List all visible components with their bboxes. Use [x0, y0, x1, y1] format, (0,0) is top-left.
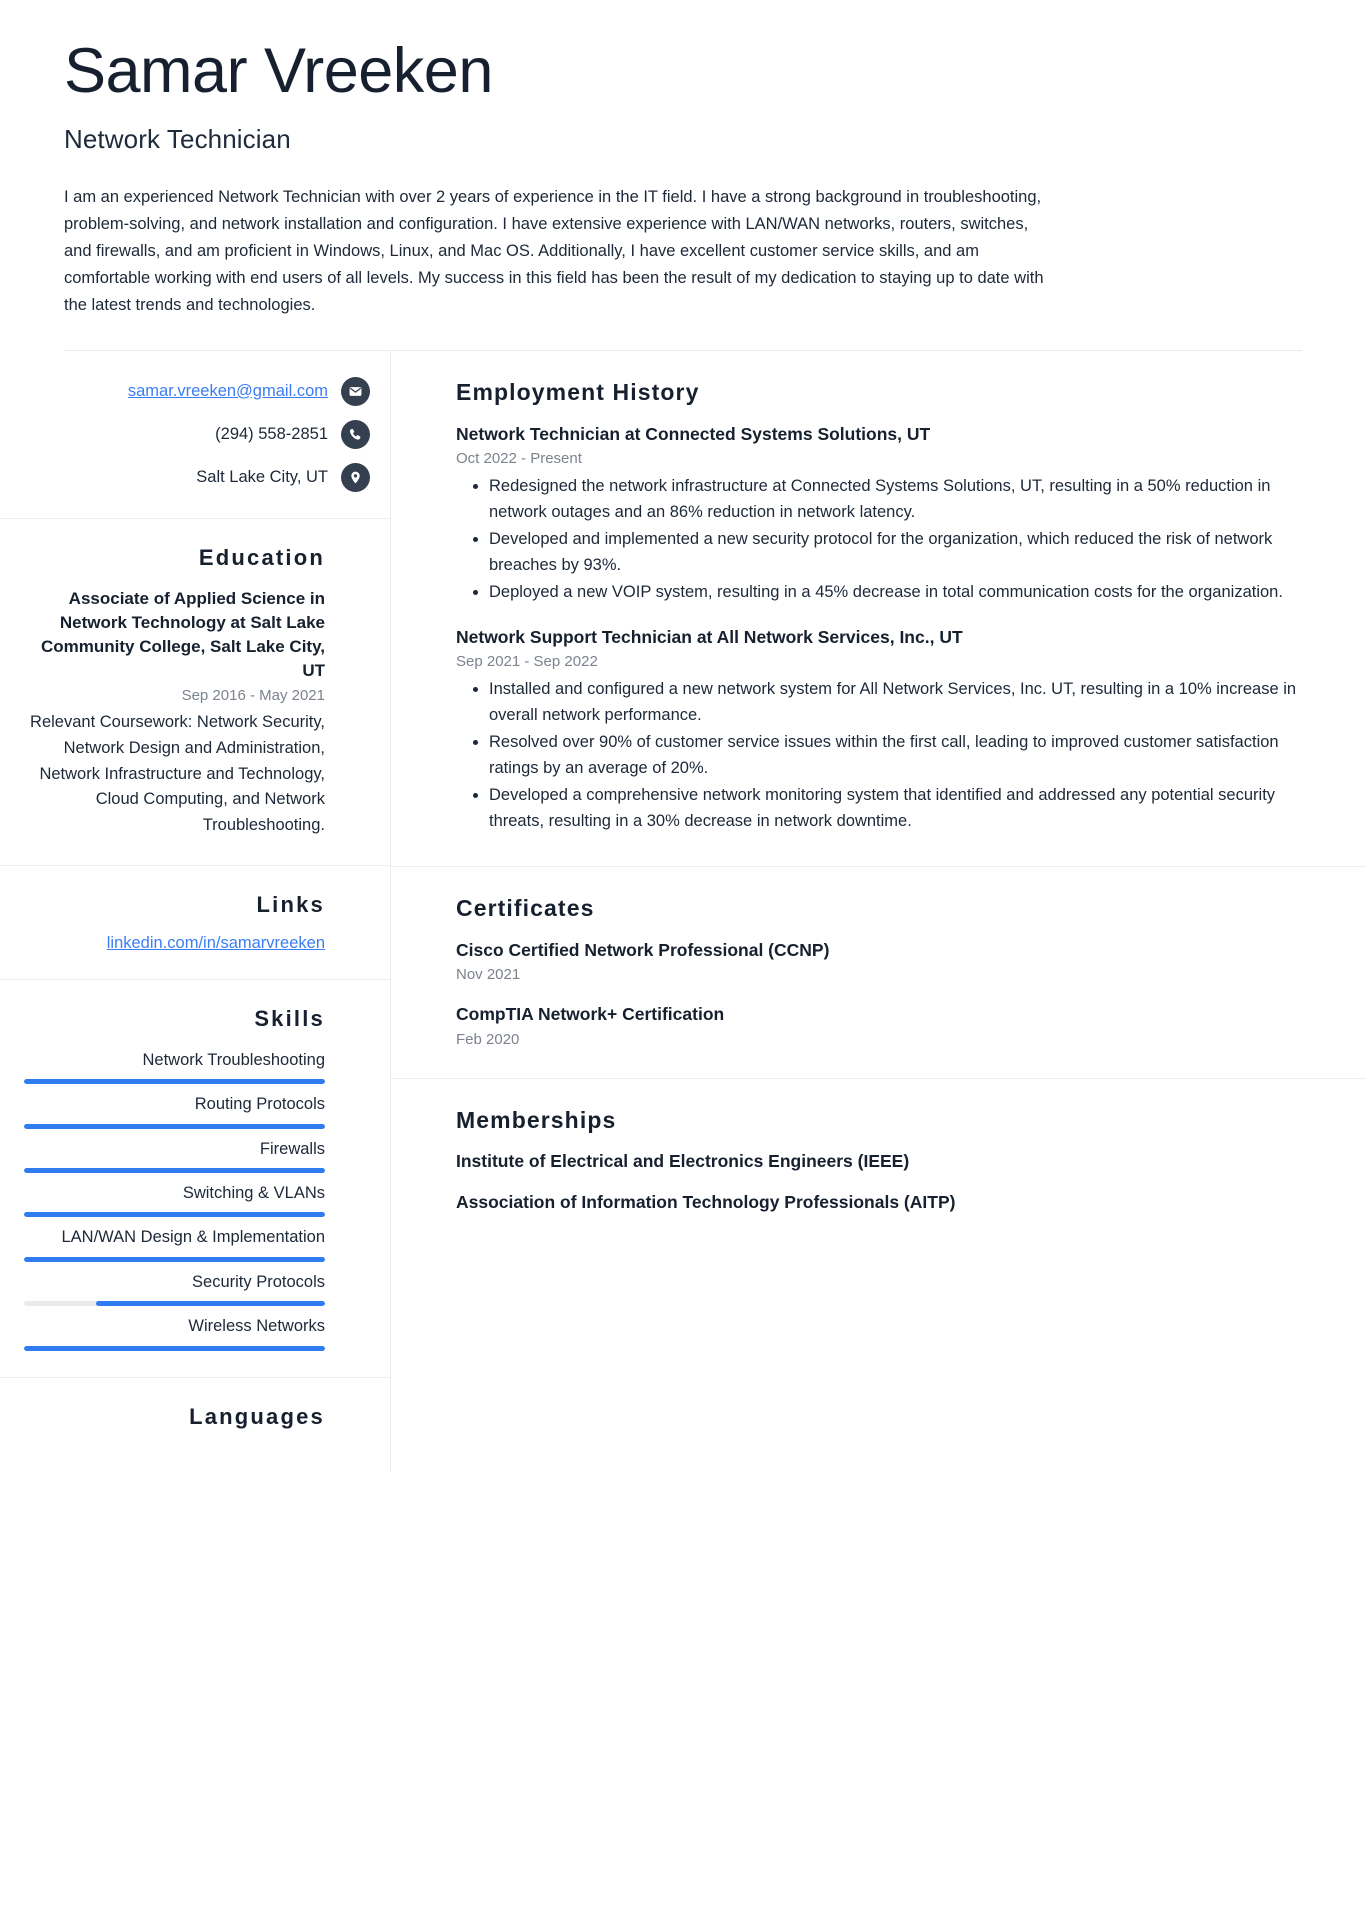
links-section: [0, 866, 390, 980]
contact-row-location: [24, 463, 370, 492]
skill-name: Network Troubleshooting: [142, 1050, 325, 1069]
employment-title: Network Support Technician at All Network Services, Inc., UT: [456, 626, 963, 647]
links-heading: Links: [256, 891, 325, 917]
skill-item: [24, 1092, 325, 1128]
employment-bullets: [456, 676, 1306, 834]
certificate-date: Nov 2021: [456, 966, 521, 984]
skill-level-track: [24, 1257, 325, 1262]
certificate-date: Feb 2020: [456, 1030, 520, 1048]
skill-level-fill: [96, 1301, 325, 1306]
skill-item: [24, 1225, 325, 1261]
phone-text: (294) 558-2851: [215, 424, 328, 443]
professional-summary: I am an experienced Network Technician with over 2 years of experience in the IT field. I have a strong background in troubleshooting, problem-solving, and network installation and configuration. I have extensive experience with LAN/WAN networks, routers, switches, and firewalls, and am proficient in Windows, Linux, and Mac OS. Additionally, I have excellent customer service skills, and am comfortable working with end users of all levels. My success in this field has been the result of my dedication to staying up to date with the latest trends and technologies.: [64, 188, 1044, 314]
languages-section: [0, 1378, 390, 1472]
skill-level-fill: [24, 1124, 325, 1129]
skill-level-track: [24, 1124, 325, 1129]
skill-name: Switching & VLANs: [182, 1183, 325, 1202]
skill-level-track: [24, 1301, 325, 1306]
certificates-section: [391, 867, 1366, 1079]
sidebar: [0, 351, 391, 1472]
email-link[interactable]: samar.vreeken@gmail.com: [127, 381, 328, 400]
membership-item: Association of Information Technology Professionals (AITP): [456, 1191, 956, 1212]
skill-name: Routing Protocols: [194, 1095, 325, 1114]
skill-name: Wireless Networks: [188, 1317, 325, 1336]
contact-row-phone[interactable]: [24, 420, 370, 449]
employment-section: [391, 351, 1366, 867]
skill-item: [24, 1181, 325, 1217]
skill-level-fill: [24, 1168, 325, 1173]
page-title: Samar Vreeken: [64, 36, 493, 106]
skill-level-track: [24, 1346, 325, 1351]
employment-list: [456, 423, 1306, 835]
skill-level-track: [24, 1168, 325, 1173]
employment-entry: [456, 423, 1306, 606]
certificate-entry: [456, 939, 1306, 984]
memberships-list: [456, 1151, 1306, 1213]
certificate-title: Cisco Certified Network Professional (CCNP): [456, 939, 830, 960]
skill-level-track: [24, 1079, 325, 1084]
job-title: Network Technician: [64, 124, 291, 155]
education-heading: Education: [198, 544, 325, 570]
skills-list: [24, 1048, 325, 1351]
education-description: Relevant Coursework: Network Security, Network Design and Administration, Network Infrastructure and Technology, Cloud Computing, and Network Troubleshooting.: [30, 713, 325, 835]
skill-name: LAN/WAN Design & Implementation: [61, 1228, 325, 1247]
membership-item: Institute of Electrical and Electronics Engineers (IEEE): [456, 1150, 910, 1171]
skill-item: [24, 1048, 325, 1084]
resume-body: [0, 351, 1366, 1472]
resume-header: [0, 0, 1366, 351]
employment-bullet: • Deployed a new VOIP system, resulting in a 45% decrease in total communication costs for the organization.: [489, 579, 1306, 605]
employment-heading: Employment History: [456, 378, 700, 405]
envelope-icon: [341, 377, 370, 406]
skills-heading: Skills: [254, 1005, 325, 1031]
employment-bullet: • Developed and implemented a new security protocol for the organization, which reduced the risk of network breaches by 93%.: [489, 526, 1306, 578]
employment-bullet: • Redesigned the network infrastructure at Connected Systems Solutions, UT, resulting in a 50% reduction in network outages and an 86% reduction in network latency.: [489, 473, 1306, 525]
skill-level-fill: [24, 1257, 325, 1262]
main-column: [391, 351, 1366, 1472]
memberships-section: [391, 1079, 1366, 1243]
skill-level-track: [24, 1212, 325, 1217]
employment-bullet: • Installed and configured a new network system for All Network Services, Inc. UT, resulting in a 10% increase in overall network performance.: [489, 676, 1306, 728]
skill-level-fill: [24, 1346, 325, 1351]
skill-item: [24, 1270, 325, 1306]
skill-name: Firewalls: [259, 1139, 325, 1158]
link-item-linkedin[interactable]: linkedin.com/in/samarvreeken: [106, 933, 325, 952]
location-text: Salt Lake City, UT: [196, 467, 328, 486]
certificate-title: CompTIA Network+ Certification: [456, 1004, 725, 1025]
skill-item: [24, 1137, 325, 1173]
employment-bullet: • Resolved over 90% of customer service issues within the first call, leading to improved customer satisfaction ratings by an average of 20%.: [489, 729, 1306, 781]
employment-title: Network Technician at Connected Systems Solutions, UT: [456, 423, 931, 444]
memberships-heading: Memberships: [456, 1106, 617, 1133]
employment-date: Sep 2021 - Sep 2022: [456, 653, 598, 671]
contact-section: [0, 351, 390, 519]
location-pin-icon: [341, 463, 370, 492]
education-date: Sep 2016 - May 2021: [181, 687, 325, 705]
education-section: [0, 519, 390, 866]
contact-row-email[interactable]: [24, 377, 370, 406]
employment-date: Oct 2022 - Present: [456, 450, 582, 468]
skill-name: Security Protocols: [192, 1272, 325, 1291]
employment-bullet: • Developed a comprehensive network monitoring system that identified and addressed any potential security threats, resulting in a 30% decrease in network downtime.: [489, 782, 1306, 834]
certificates-heading: Certificates: [456, 894, 595, 921]
phone-icon: [341, 420, 370, 449]
certificate-entry: [456, 1003, 1306, 1048]
education-degree: Associate of Applied Science in Network Technology at Salt Lake Community College, Salt Lake City, UT: [40, 588, 325, 680]
skill-item: [24, 1314, 325, 1350]
employment-bullets: [456, 473, 1306, 605]
skills-section: [0, 980, 390, 1378]
skill-level-fill: [24, 1079, 325, 1084]
skill-level-fill: [24, 1212, 325, 1217]
education-entry: [24, 587, 325, 839]
certificates-list: [456, 939, 1306, 1048]
languages-heading: Languages: [189, 1403, 325, 1429]
employment-entry: [456, 626, 1306, 835]
